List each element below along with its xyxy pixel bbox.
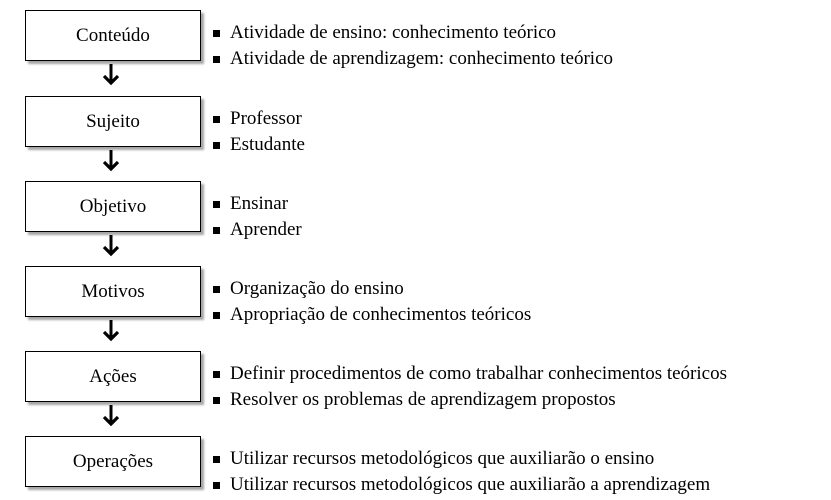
square-bullet-icon	[213, 142, 220, 149]
stage-box-objetivo	[25, 181, 201, 232]
stage-label-motivos: Motivos	[81, 280, 145, 302]
stage-acoes	[0, 351, 831, 411]
list-item-text: Apropriação de conhecimentos teóricos	[230, 304, 532, 325]
stage-sujeito	[0, 96, 831, 156]
list-item-text: Atividade de aprendizagem: conhecimento teórico	[230, 48, 614, 69]
square-bullet-icon	[213, 227, 220, 234]
list-item-text: Organização do ensino	[230, 278, 404, 299]
list-item	[210, 387, 727, 413]
stage-items-sujeito	[210, 106, 305, 158]
stage-box-conteudo	[25, 10, 201, 61]
stage-label-sujeito: Sujeito	[86, 110, 140, 132]
stage-items-conteudo	[210, 20, 613, 72]
list-item	[210, 217, 302, 243]
stage-box-operacoes	[25, 436, 201, 487]
square-bullet-icon	[213, 30, 220, 37]
list-item	[210, 276, 531, 302]
stage-operacoes	[0, 436, 831, 496]
list-item	[210, 302, 531, 328]
down-arrow-icon	[101, 320, 121, 342]
stage-conteudo	[0, 10, 831, 70]
stage-items-objetivo	[210, 191, 302, 243]
stage-box-sujeito	[25, 96, 201, 147]
stage-box-motivos	[25, 266, 201, 317]
list-item-text: Professor	[230, 108, 302, 129]
list-item-text: Aprender	[230, 219, 302, 240]
down-arrow-icon	[101, 64, 121, 86]
stage-label-operacoes: Operações	[72, 450, 154, 472]
list-item	[210, 132, 305, 158]
list-item-text: Ensinar	[230, 193, 289, 214]
down-arrow-icon	[101, 405, 121, 427]
square-bullet-icon	[213, 312, 220, 319]
list-item-text: Utilizar recursos metodológicos que auxiliarão o ensino	[230, 448, 655, 469]
down-arrow-icon	[101, 150, 121, 172]
square-bullet-icon	[213, 371, 220, 378]
stage-motivos	[0, 266, 831, 326]
stage-objetivo	[0, 181, 831, 241]
stage-items-acoes	[210, 361, 727, 413]
list-item	[210, 191, 302, 217]
square-bullet-icon	[213, 116, 220, 123]
list-item-text: Estudante	[230, 134, 305, 155]
square-bullet-icon	[213, 482, 220, 489]
square-bullet-icon	[213, 201, 220, 208]
list-item-text: Atividade de ensino: conhecimento teórico	[230, 22, 557, 43]
square-bullet-icon	[213, 397, 220, 404]
stage-items-operacoes	[210, 446, 710, 498]
list-item-text: Utilizar recursos metodológicos que auxiliarão a aprendizagem	[230, 474, 711, 495]
list-item	[210, 46, 613, 72]
list-item	[210, 472, 710, 498]
list-item	[210, 361, 727, 387]
stage-items-motivos	[210, 276, 531, 328]
list-item-text: Definir procedimentos de como trabalhar conhecimentos teóricos	[230, 363, 727, 384]
square-bullet-icon	[213, 286, 220, 293]
stage-box-acoes	[25, 351, 201, 402]
stage-label-objetivo: Objetivo	[79, 195, 147, 217]
down-arrow-icon	[101, 235, 121, 257]
list-item-text: Resolver os problemas de aprendizagem propostos	[230, 389, 616, 410]
stage-label-conteudo: Conteúdo	[76, 24, 150, 46]
square-bullet-icon	[213, 56, 220, 63]
list-item	[210, 20, 613, 46]
list-item	[210, 106, 305, 132]
square-bullet-icon	[213, 456, 220, 463]
list-item	[210, 446, 710, 472]
stage-label-acoes: Ações	[89, 365, 137, 387]
